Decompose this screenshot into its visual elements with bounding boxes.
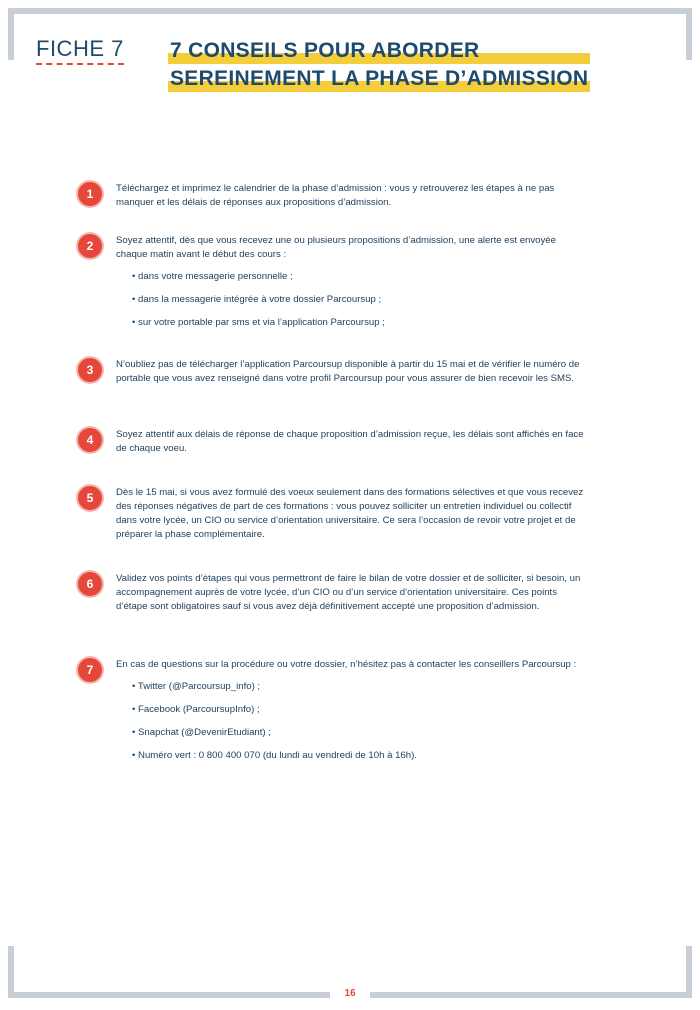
tip-text: Validez vos points d’étapes qui vous permettront de faire le bilan de votre dossier et de solliciter, si besoin, un accompagnement auprès de votre lycée, d’un CIO ou d’un service d’orientation universitaire. Ces points d’étape sont obligatoires sauf si vous avez déjà définitivement accepté une proposition d’admission.	[116, 573, 581, 612]
frame-top-right-leg	[686, 8, 692, 60]
list-item: • Facebook (ParcoursupInfo) ;	[132, 703, 588, 717]
list-item: • Numéro vert : 0 800 400 070 (du lundi au vendredi de 10h à 16h).	[132, 749, 588, 763]
title-line-1	[168, 38, 590, 64]
page-number: 16	[344, 988, 356, 999]
tip-number-badge: 5	[78, 486, 102, 510]
title-text-1: 7 CONSEILS POUR ABORDER	[170, 39, 480, 62]
tip-number-badge: 3	[78, 358, 102, 382]
list-item: • dans votre messagerie personnelle ;	[132, 270, 588, 284]
tip-number-badge: 4	[78, 428, 102, 452]
tip-text: N’oubliez pas de télécharger l’application Parcoursup disponible à partir du 15 mai et de vérifier le numéro de portable que vous avez renseigné dans votre profil Parcoursup pour vous assurer de bien recevoir les SMS.	[116, 359, 580, 384]
tip-number-badge: 6	[78, 572, 102, 596]
frame-top-left-leg	[8, 8, 14, 60]
title-line-2	[168, 66, 590, 92]
list-item: • sur votre portable par sms et via l’application Parcoursup ;	[132, 316, 588, 330]
fiche-label: FICHE 7	[36, 36, 124, 61]
title-text-2: SEREINEMENT LA PHASE D’ADMISSION	[170, 67, 589, 90]
tip-text: En cas de questions sur la procédure ou votre dossier, n’hésitez pas à contacter les conseillers Parcoursup :	[116, 659, 577, 670]
frame-top-bar	[8, 8, 692, 14]
tip-body	[116, 658, 588, 772]
tip-number-badge: 2	[78, 234, 102, 258]
tip-number-badge: 7	[78, 658, 102, 682]
tip-text: Soyez attentif, dès que vous recevez une ou plusieurs propositions d’admission, une alerte est envoyée chaque matin avant le début des cours :	[116, 235, 556, 260]
tip-body	[116, 234, 588, 339]
tip-text: Soyez attentif aux délais de réponse de chaque proposition d’admission reçue, les délais sont affichés en face de chaque voeu.	[116, 429, 584, 454]
list-item: • Snapchat (@DevenirEtudiant) ;	[132, 726, 588, 740]
list-item: • Twitter (@Parcoursup_info) ;	[132, 680, 588, 694]
page-title	[168, 38, 590, 92]
tip-bullet-list	[116, 270, 588, 330]
tip-text: Dès le 15 mai, si vous avez formulé des voeux seulement dans des formations sélectives et que vous recevez des réponses négatives de part de ces formations : vous pouvez solliciter un entretien individuel ou collectif dans votre lycée, un CIO ou service d’orientation universitaire. Ce sera l’occasion de revoir votre projet et de préparer la phase complémentaire.	[116, 487, 584, 540]
tip-bullet-list	[116, 680, 588, 763]
tip-text: Téléchargez et imprimez le calendrier de la phase d’admission : vous y retrouverez les étapes à ne pas manquer et les délais de réponses aux propositions d’admission.	[116, 183, 555, 208]
tip-number-badge: 1	[78, 182, 102, 206]
fiche-underline	[36, 63, 124, 65]
list-item: • dans la messagerie intégrée à votre dossier Parcoursup ;	[132, 293, 588, 307]
